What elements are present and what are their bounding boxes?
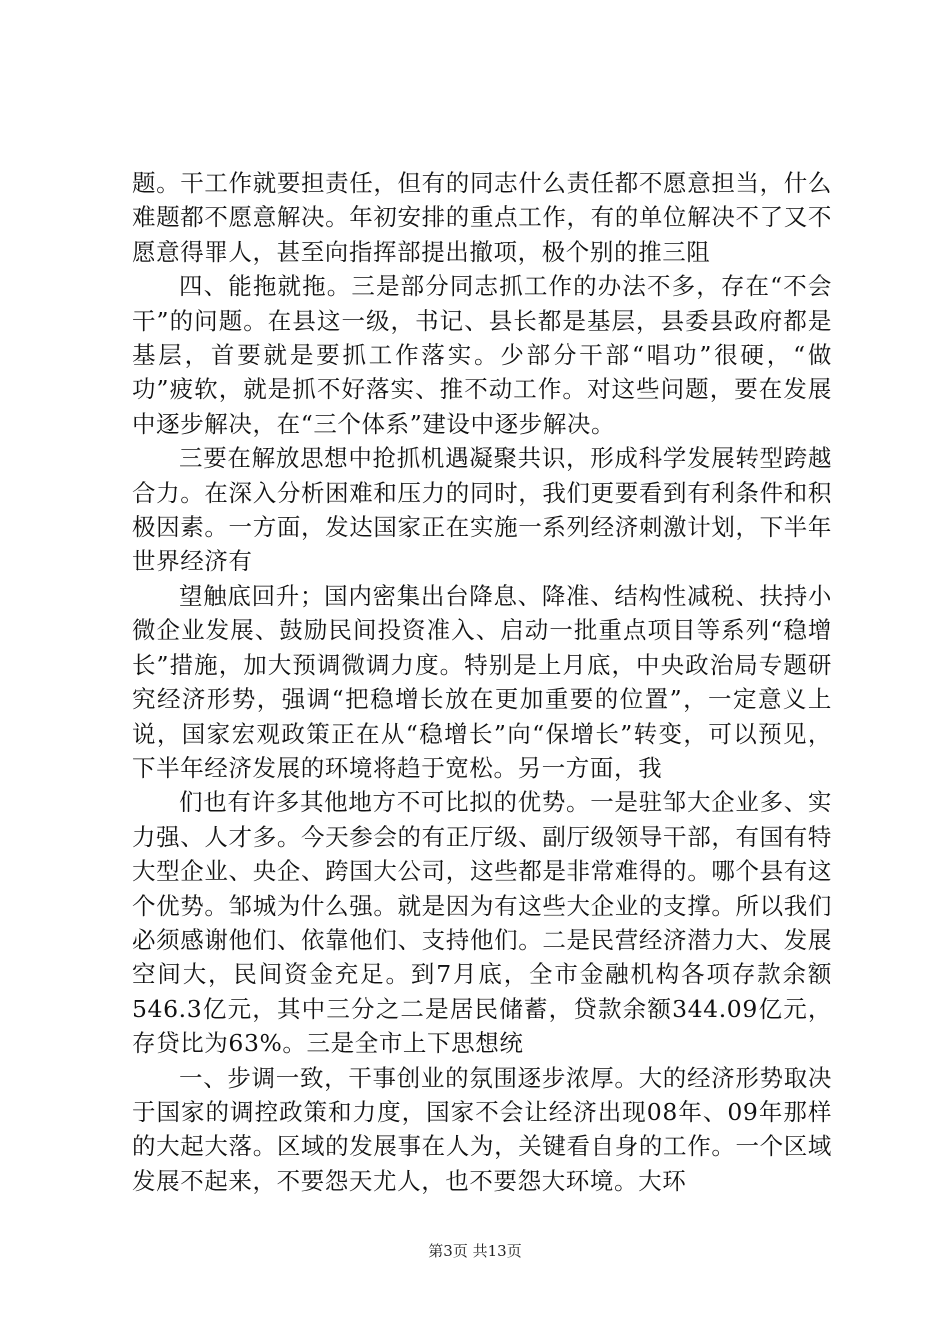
page-footer: 第3页 共13页 (428, 1242, 522, 1260)
paragraph-1: 题。干工作就要担责任，但有的同志什么责任都不愿意担当，什么难题都不愿意解决。年初安排的重点工作，有的单位解决不了又不愿意得罪人，甚至向指挥部提出撤项，极个别的推三阻 (132, 169, 832, 266)
paragraph-4: 望触底回升；国内密集出台降息、降准、结构性减税、扶持小微企业发展、鼓励民间投资准入、启动一批重点项目等系列“稳增长”措施，加大预调微调力度。特别是上月底，中央政治局专题研究经济形势，强调“把稳增长放在更加重要的位置”，一定意义上说，国家宏观政策正在从“稳增长”向“保增长”转变，可以预见，下半年经济发展的环境将趋于宽松。另一方面，我 (132, 581, 832, 782)
body-text (132, 166, 832, 1198)
paragraph-2: 四、能拖就拖。三是部分同志抓工作的办法不多，存在“不会干”的问题。在县这一级，书记、县长都是基层，县委县政府都是基层，首要就是要抓工作落实。少部分干部“唱功”很硬，“做功”疲软，就是抓不好落实、推不动工作。对这些问题，要在发展中逐步解决，在“三个体系”建设中逐步解决。 (132, 272, 832, 438)
paragraph-6: 一、步调一致，干事创业的氛围逐步浓厚。大的经济形势取决于国家的调控政策和力度，国家不会让经济出现08年、09年那样的大起大落。区域的发展事在人为，关键看自身的工作。一个区域发展不起来，不要怨天尤人，也不要怨大环境。大环 (132, 1063, 832, 1195)
paragraph-3: 三要在解放思想中抢抓机遇凝聚共识，形成科学发展转型跨越合力。在深入分析困难和压力的同时，我们更要看到有利条件和积极因素。一方面，发达国家正在实施一系列经济刺激计划，下半年世界经济有 (132, 444, 832, 576)
paragraph-5: 们也有许多其他地方不可比拟的优势。一是驻邹大企业多、实力强、人才多。今天参会的有正厅级、副厅级领导干部，有国有特大型企业、央企、跨国大公司，这些都是非常难得的。哪个县有这个优势。邹城为什么强。就是因为有这些大企业的支撑。所以我们必须感谢他们、依靠他们、支持他们。二是民营经济潜力大、发展空间大，民间资金充足。到7月底，全市金融机构各项存款余额546.3亿元，其中三分之二是居民储蓄，贷款余额344.09亿元，存贷比为63%。三是全市上下思想统 (132, 788, 832, 1058)
